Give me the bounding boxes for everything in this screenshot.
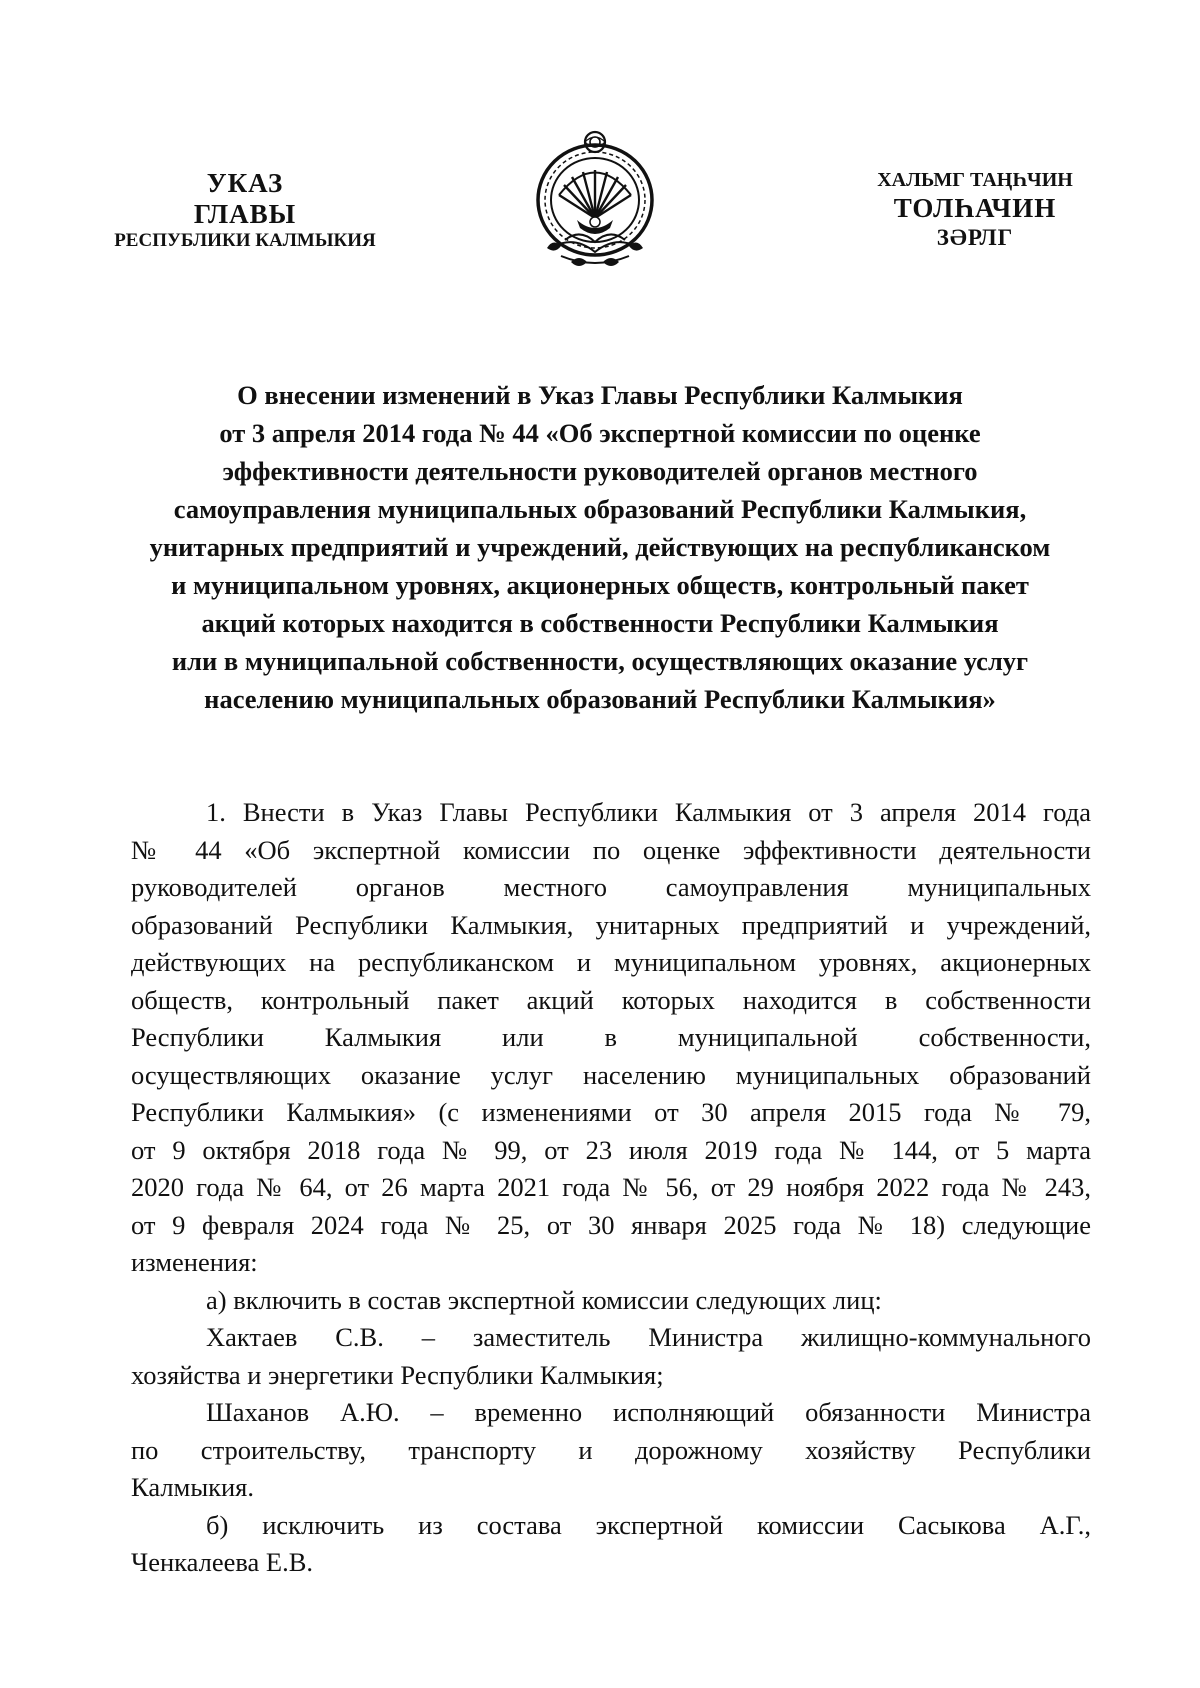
document-title: [100, 376, 1100, 718]
title-line: и муниципальном уровнях, акционерных обществ, контрольный пакет: [171, 570, 1029, 600]
header-left-line2: ГЛАВЫ: [193, 199, 297, 230]
title-line: О внесении изменений в Указ Главы Республики Калмыкия: [237, 380, 963, 410]
title-line: от 3 апреля 2014 года № 44 «Об экспертной комиссии по оценке: [219, 418, 981, 448]
body-line: 1. Внести в Указ Главы Республики Калмыкия от 3 апреля 2014 года: [206, 797, 1091, 827]
paragraph-1: [131, 794, 1091, 1282]
body-line: Ченкалеева Е.В.: [131, 1547, 314, 1577]
body-line: Республики Калмыкия или в муниципальной собственности,: [131, 1022, 1091, 1052]
body-line: хозяйства и энергетики Республики Калмыкия;: [131, 1359, 664, 1390]
header-left-line3: РЕСПУБЛИКИ КАЛМЫКИЯ: [114, 230, 376, 252]
body-line: б) исключить из состава экспертной комиссии Сасыкова А.Г.,: [206, 1509, 1091, 1540]
paragraph-khaktaev: [131, 1319, 1091, 1394]
title-line: или в муниципальной собственности, осуществляющих оказание услуг: [171, 646, 1029, 676]
header-right-line3: ЗӘРЛГ: [936, 225, 1014, 251]
title-line: унитарных предприятий и учреждений, действующих на республиканском: [149, 532, 1051, 562]
body-line: Республики Калмыкия» (с изменениями от 30 апреля 2015 года № 79,: [131, 1097, 1091, 1127]
paragraph-shakhanov: [131, 1394, 1091, 1507]
body-line: по строительству, транспорту и дорожному хозяйству Республики: [131, 1434, 1091, 1465]
body-line: действующих на республиканском и муниципальном уровнях, акционерных: [131, 947, 1091, 977]
body-line: от 9 октября 2018 года № 99, от 23 июля 2019 года № 144, от 5 марта: [131, 1134, 1091, 1165]
body-line: изменения:: [131, 1247, 258, 1277]
title-line: самоуправления муниципальных образований Республики Калмыкия,: [173, 494, 1027, 524]
body-line: № 44 «Об экспертной комиссии по оценке эффективности деятельности: [131, 834, 1091, 865]
body-line: Хактаев С.В. – заместитель Министра жилищно-коммунального: [206, 1322, 1091, 1352]
kalmykia-coat-of-arms-icon: [525, 128, 665, 278]
header-right-line1: ХАЛЬМГ ТАҢҺЧИН: [877, 169, 1073, 191]
header-right-kalmyk: [815, 168, 1135, 252]
body-line: Шаханов А.Ю. – временно исполняющий обязанности Министра: [206, 1397, 1091, 1427]
body-line: Калмыкия.: [131, 1472, 254, 1502]
title-line: акций которых находится в собственности Республики Калмыкия: [201, 608, 999, 638]
header-left-line1: УКАЗ: [206, 168, 284, 198]
body-line: обществ, контрольный пакет акций которых находится в собственности: [131, 984, 1091, 1015]
header-right-line2: ТОЛҺАЧИН: [893, 193, 1057, 223]
title-line: населению муниципальных образований Республики Калмыкия»: [204, 684, 996, 714]
header-left-russian: [90, 168, 400, 252]
body-line: 2020 года № 64, от 26 марта 2021 года № 56, от 29 ноября 2022 года № 243,: [131, 1172, 1091, 1202]
body-line: руководителей органов местного самоуправления муниципальных: [131, 872, 1091, 902]
paragraph-b: [131, 1507, 1091, 1582]
paragraph-a-intro: а) включить в состав экспертной комиссии следующих лиц:: [206, 1284, 882, 1315]
document-body: [131, 794, 1091, 1582]
body-line: осуществляющих оказание услуг населению муниципальных образований: [131, 1059, 1091, 1090]
title-line: эффективности деятельности руководителей органов местного: [222, 456, 978, 486]
body-line: образований Республики Калмыкия, унитарных предприятий и учреждений,: [131, 909, 1091, 940]
body-line: от 9 февраля 2024 года № 25, от 30 января 2025 года № 18) следующие: [131, 1209, 1091, 1240]
